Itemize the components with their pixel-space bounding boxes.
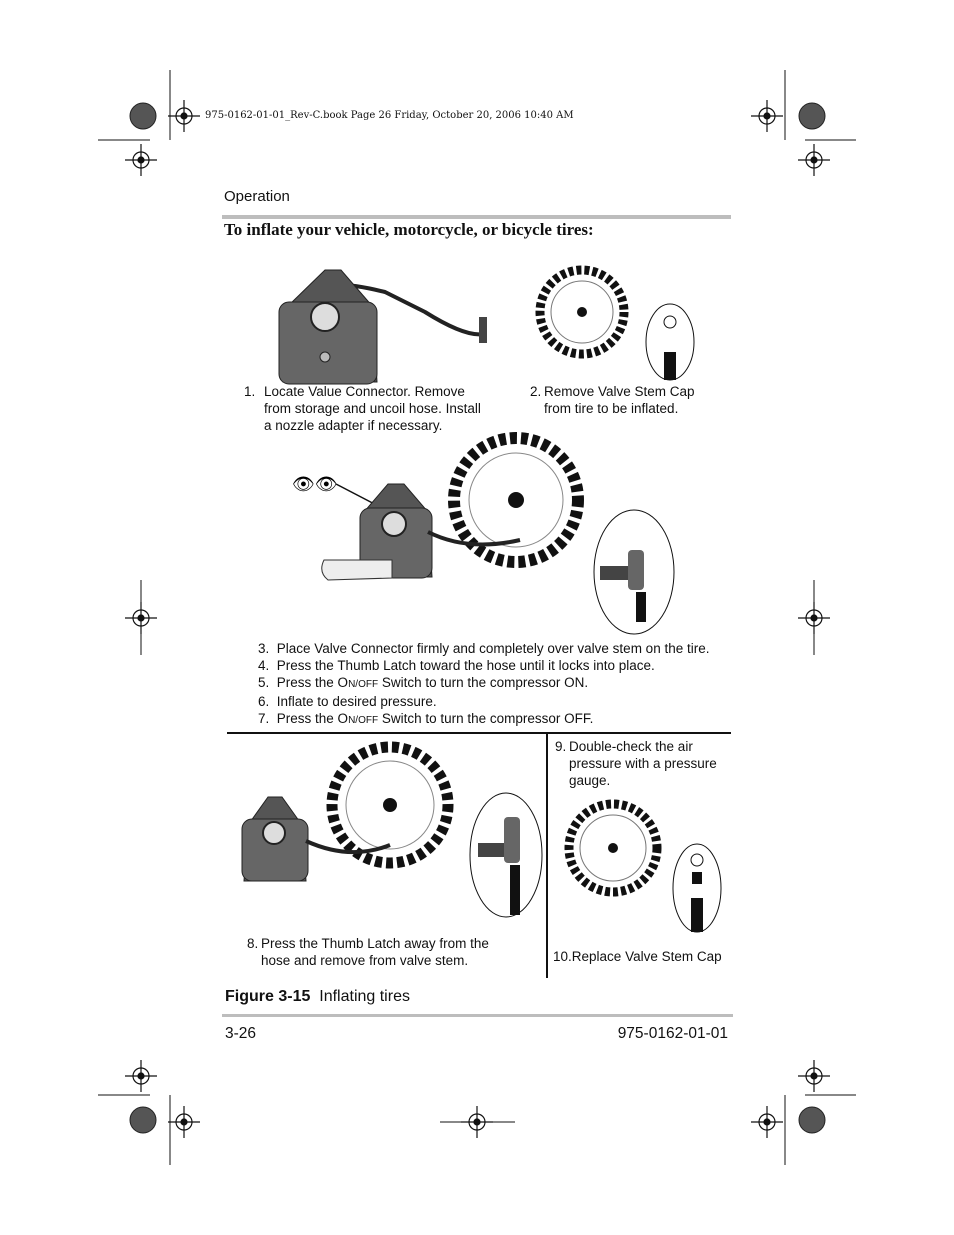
caption-step-9	[555, 738, 730, 789]
switch-label: N/O	[348, 679, 366, 690]
step-number: 6.	[258, 694, 270, 709]
caption-step-2	[530, 383, 730, 417]
switch-label: FF	[365, 679, 379, 690]
caption-step-1	[244, 383, 514, 434]
compressor-illustration	[265, 262, 495, 392]
document-number: 975-0162-01-01	[617, 1025, 728, 1042]
page-number: 3-26	[225, 1025, 257, 1042]
eye-icon: 👁👁	[292, 474, 338, 495]
print-header: 975-0162-01-01_Rev-C.book Page 26 Friday, October 20, 2006 10:40 AM	[205, 110, 574, 121]
step-number: 7.	[258, 711, 270, 726]
caption-line: from tire to be inflated.	[544, 401, 679, 416]
page-heading: To inflate your vehicle, motorcycle, or bicycle tires:	[224, 220, 594, 239]
footer-rule	[222, 1014, 733, 1017]
divider-vertical	[546, 734, 548, 978]
caption-line: Locate Value Connector. Remove	[264, 384, 465, 399]
step-text: Switch to turn the compressor OFF.	[378, 711, 594, 726]
step-text: Press the Thumb Latch toward the hose until it locks into place.	[276, 658, 655, 673]
list-item	[258, 710, 709, 729]
caption-line: Press the Thumb Latch away from the	[261, 936, 489, 951]
list-item	[258, 640, 709, 657]
list-item	[258, 657, 709, 674]
step-text: Press the O	[276, 711, 349, 726]
caption-step-10	[553, 948, 733, 965]
divider-horizontal	[227, 732, 731, 734]
caption-line: pressure with a pressure	[569, 756, 717, 771]
caption-line: Remove Valve Stem Cap	[544, 384, 695, 399]
switch-label: N/O	[348, 715, 366, 726]
step-number: 9.	[555, 739, 567, 754]
step-number: 3.	[258, 641, 270, 656]
caption-line: Replace Valve Stem Cap	[571, 949, 722, 964]
step-text: Switch to turn the compressor ON.	[378, 675, 589, 690]
remove-valve-illustration	[240, 745, 540, 925]
header-rule	[222, 215, 731, 219]
caption-line: from storage and uncoil hose. Install	[264, 401, 481, 416]
caption-line: hose and remove from valve stem.	[261, 953, 469, 968]
step-text: Press the O	[276, 675, 349, 690]
figure-title: Inflating tires	[319, 988, 410, 1005]
wheel-cap-illustration	[540, 262, 700, 382]
connect-valve-illustration	[288, 432, 688, 632]
replace-cap-illustration	[565, 800, 725, 940]
caption-step-8	[247, 935, 537, 969]
list-item	[258, 674, 709, 693]
step-text: Place Valve Connector firmly and completely over valve stem on the tire.	[276, 641, 710, 656]
figure-label: Figure 3-15	[225, 988, 311, 1005]
step-text: Inflate to desired pressure.	[276, 694, 437, 709]
step-number: 8.	[247, 936, 259, 951]
step-number: 4.	[258, 658, 270, 673]
step-number: 2.	[530, 384, 542, 399]
step-number: 1.	[244, 384, 256, 399]
instruction-steps	[258, 640, 709, 729]
caption-line: a nozzle adapter if necessary.	[264, 418, 443, 433]
step-number: 5.	[258, 675, 270, 690]
section-title: Operation	[224, 188, 290, 205]
step-number: 10.	[553, 949, 572, 964]
caption-line: Double-check the air	[569, 739, 693, 754]
switch-label: FF	[365, 715, 379, 726]
caption-line: gauge.	[569, 773, 611, 788]
figure-caption	[225, 988, 410, 1006]
list-item	[258, 693, 709, 710]
